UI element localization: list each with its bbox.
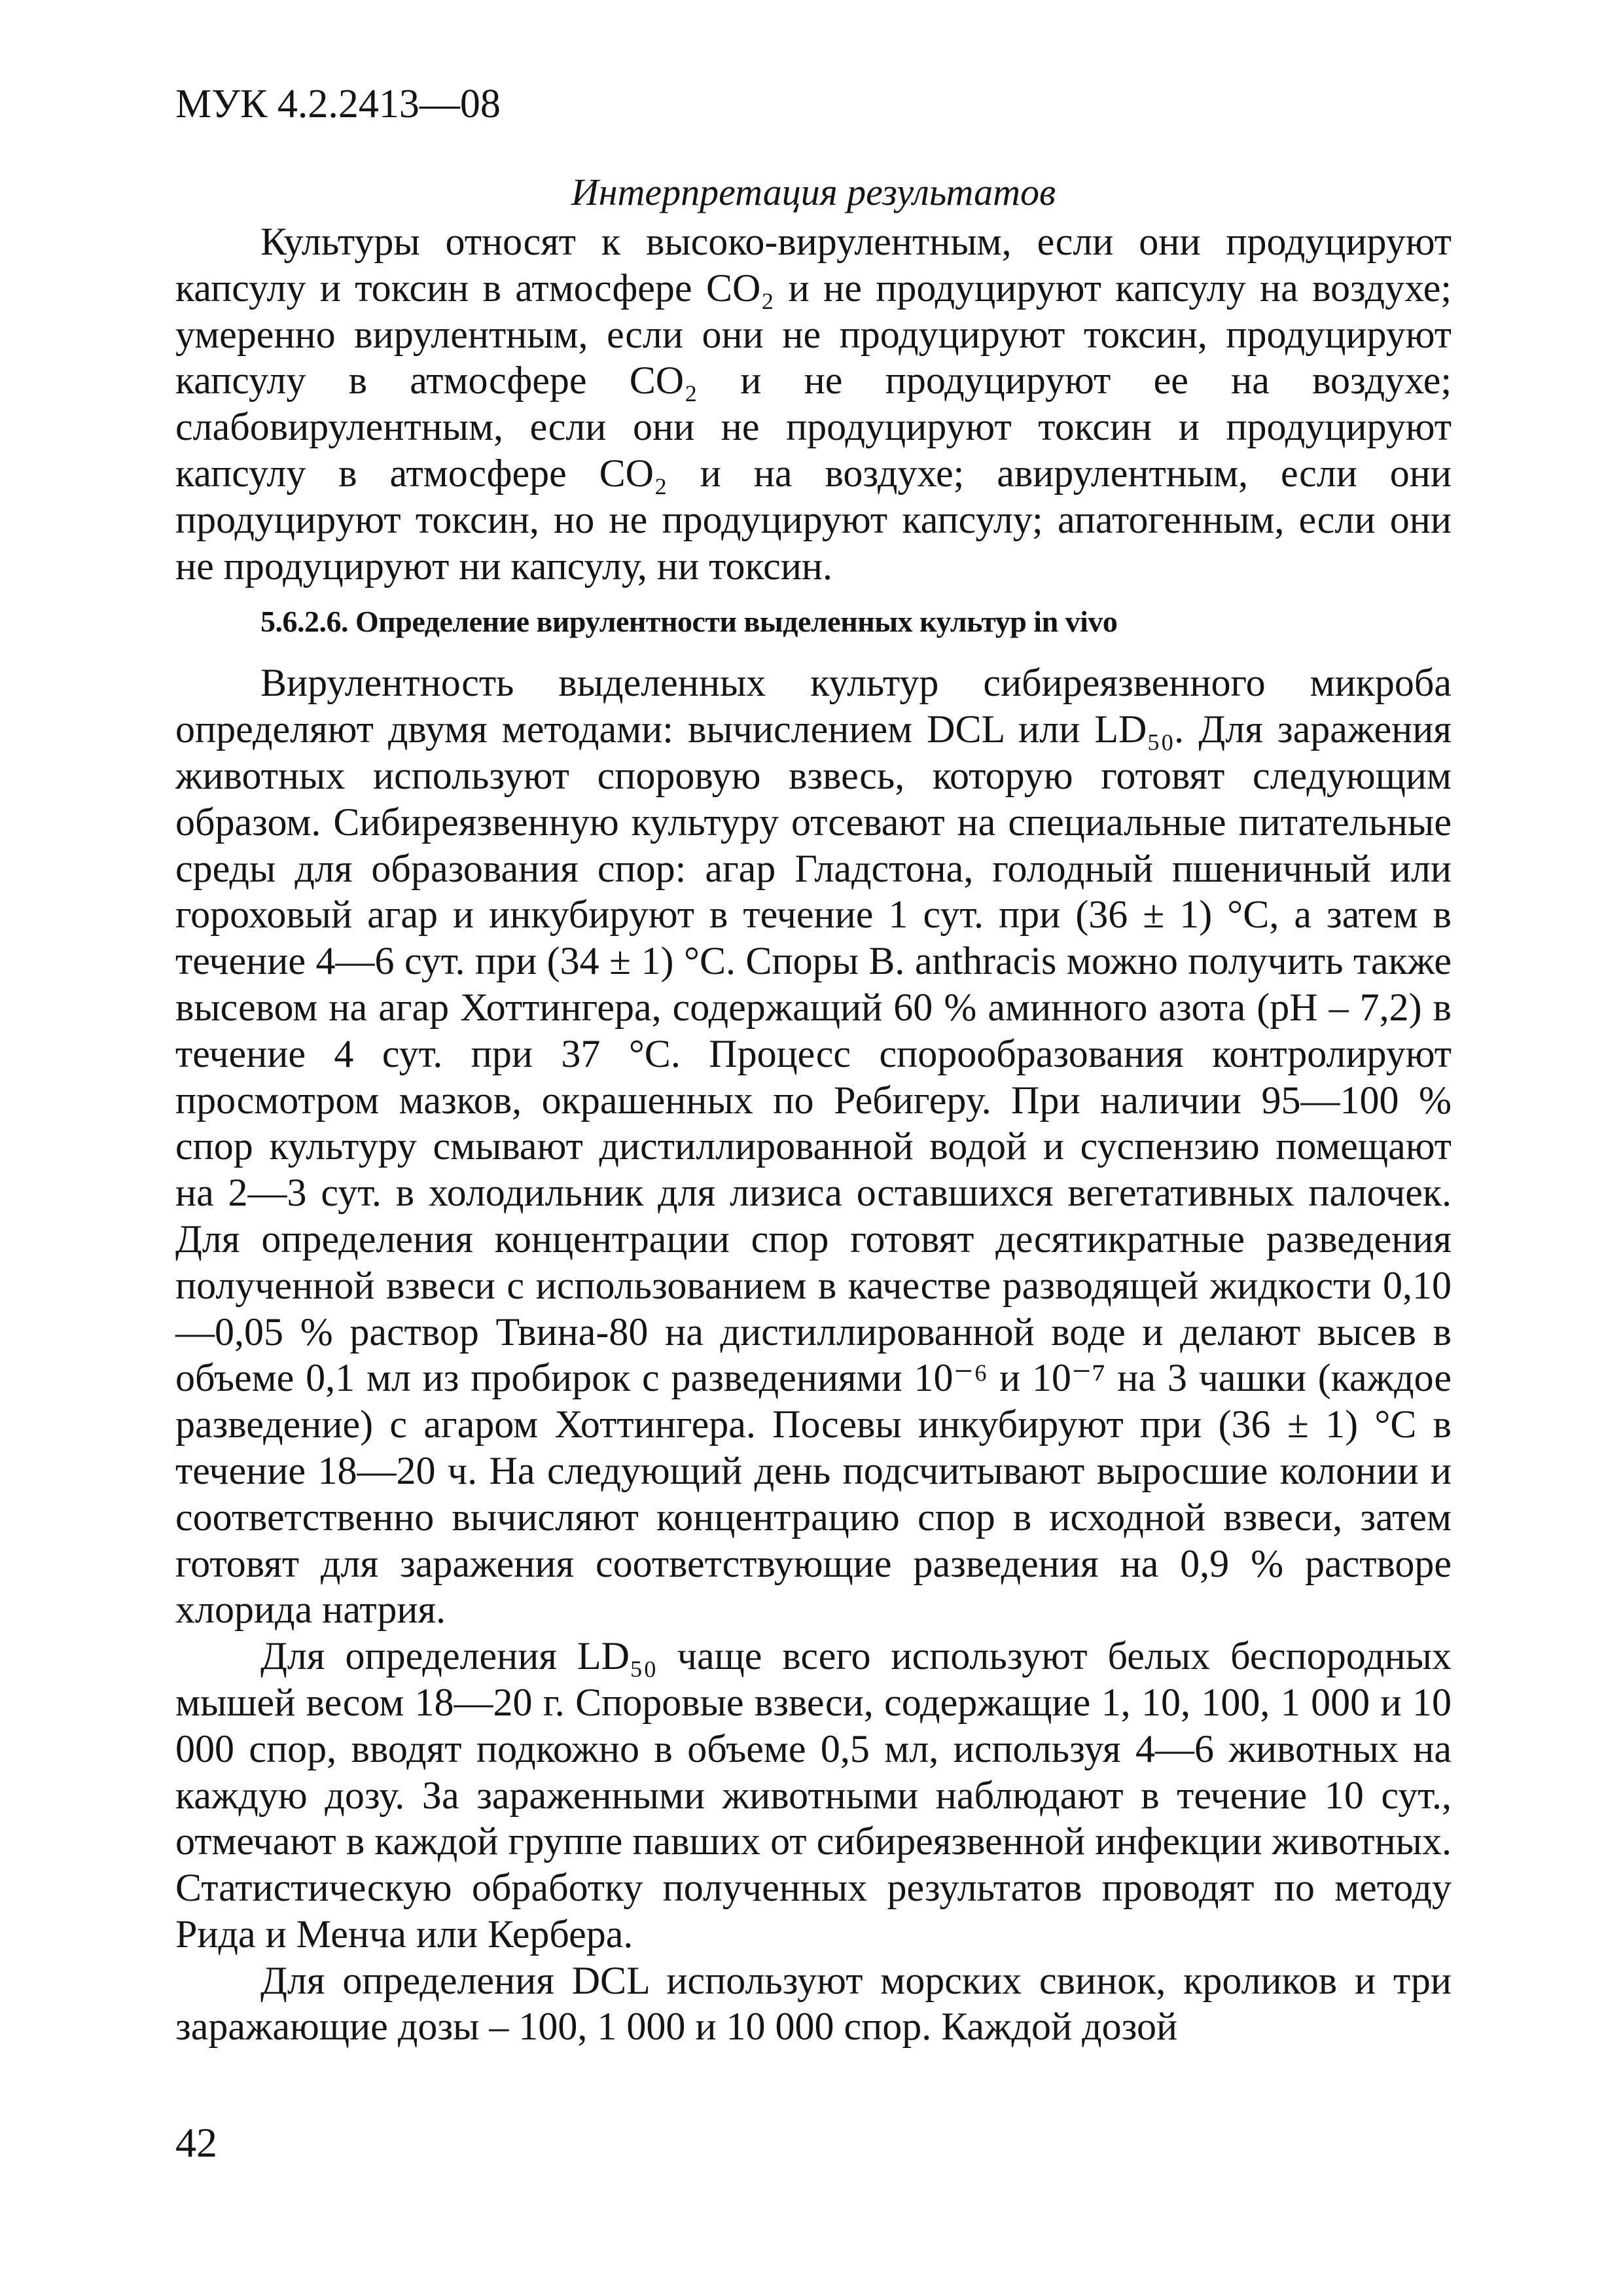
paragraph-dcl-method: Для определения DCL используют морских свинок, кроликов и три заражающие дозы – 100, 1 000 и 10 000 спор. Каждой дозой bbox=[175, 1958, 1452, 2049]
results-interpretation-subheading: Интерпретация результатов bbox=[571, 171, 1056, 213]
paragraph-spore-preparation: Вирулентность выделенных культур сибиреязвенного микроба определяют двумя методами: вычислением DCL или LD₅₀. Для заражения животных используют споровую взвесь, которую готовят следующим образом. Сибиреязвенную культуру отсевают на специальные питательные среды для образования спор: агар Гладстона, голодный пшеничный или гороховый агар и инкубируют в течение 1 сут. при (36 ± 1) °С, а затем в течение 4—6 сут. при (34 ± 1) °С. Споры B. anthracis можно получить также высевом на агар Хоттингера, содержащий 60 % аминного азота (pH – 7,2) в течение 4 сут. при 37 °С. Процесс спорообразования контролируют просмотром мазков, окрашенных по Ребигеру. При наличии 95—100 % спор культуру смывают дистиллированной водой и суспензию помещают на 2—3 сут. в холодильник для лизиса оставшихся вегетативных палочек. Для определения концентрации спор готовят десятикратные разведения полученной взвеси с использованием в качестве разводящей жидкости 0,10—0,05 % раствор Твина-80 на дистиллированной воде и делают высев в объеме 0,1 мл из пробирок с разведениями 10⁻⁶ и 10⁻⁷ на 3 чашки (каждое разведение) с агаром Хоттингера. Посевы инкубируют при (36 ± 1) °С в течение 18—20 ч. На следующий день подсчитывают выросшие колонии и соответственно вычисляют концентрацию спор в исходной взвеси, затем готовят для заражения соответствующие разведения на 0,9 % растворе хлорида натрия. bbox=[175, 661, 1452, 1632]
body-text-column bbox=[175, 169, 1452, 2050]
section-heading-in-vivo: 5.6.2.6. Определение вирулентности выделенных культур in vivo bbox=[260, 605, 1118, 639]
document-code-header: МУК 4.2.2413—08 bbox=[175, 82, 501, 126]
paragraph-virulence-classification: Культуры относят к высоко-вирулентным, если они продуцируют капсулу и токсин в атмосфере СO₂ и не продуцируют капсулу на воздухе; умеренно вирулентным, если они не продуцируют токсин, продуцируют капсулу в атмосфере СO₂ и не продуцируют ее на воздухе; слабовирулентным, если они не продуцируют токсин и продуцируют капсулу в атмосфере СO₂ и на воздухе; авирулентным, если они продуцируют токсин, но не продуцируют капсулу; апатогенным, если они не продуцируют ни капсулу, ни токсин. bbox=[175, 220, 1452, 588]
paragraph-ld50-method: Для определения LD₅₀ чаще всего используют белых беспородных мышей весом 18—20 г. Споровые взвеси, содержащие 1, 10, 100, 1 000 и 10 000 спор, вводят подкожно в объеме 0,5 мл, используя 4—6 животных на каждую дозу. За зараженными животными наблюдают в течение 10 сут., отмечают в каждой группе павших от сибиреязвенной инфекции животных. Статистическую обработку полученных результатов проводят по методу Рида и Менча или Кербера. bbox=[175, 1634, 1452, 1956]
page-number: 42 bbox=[175, 2119, 217, 2166]
